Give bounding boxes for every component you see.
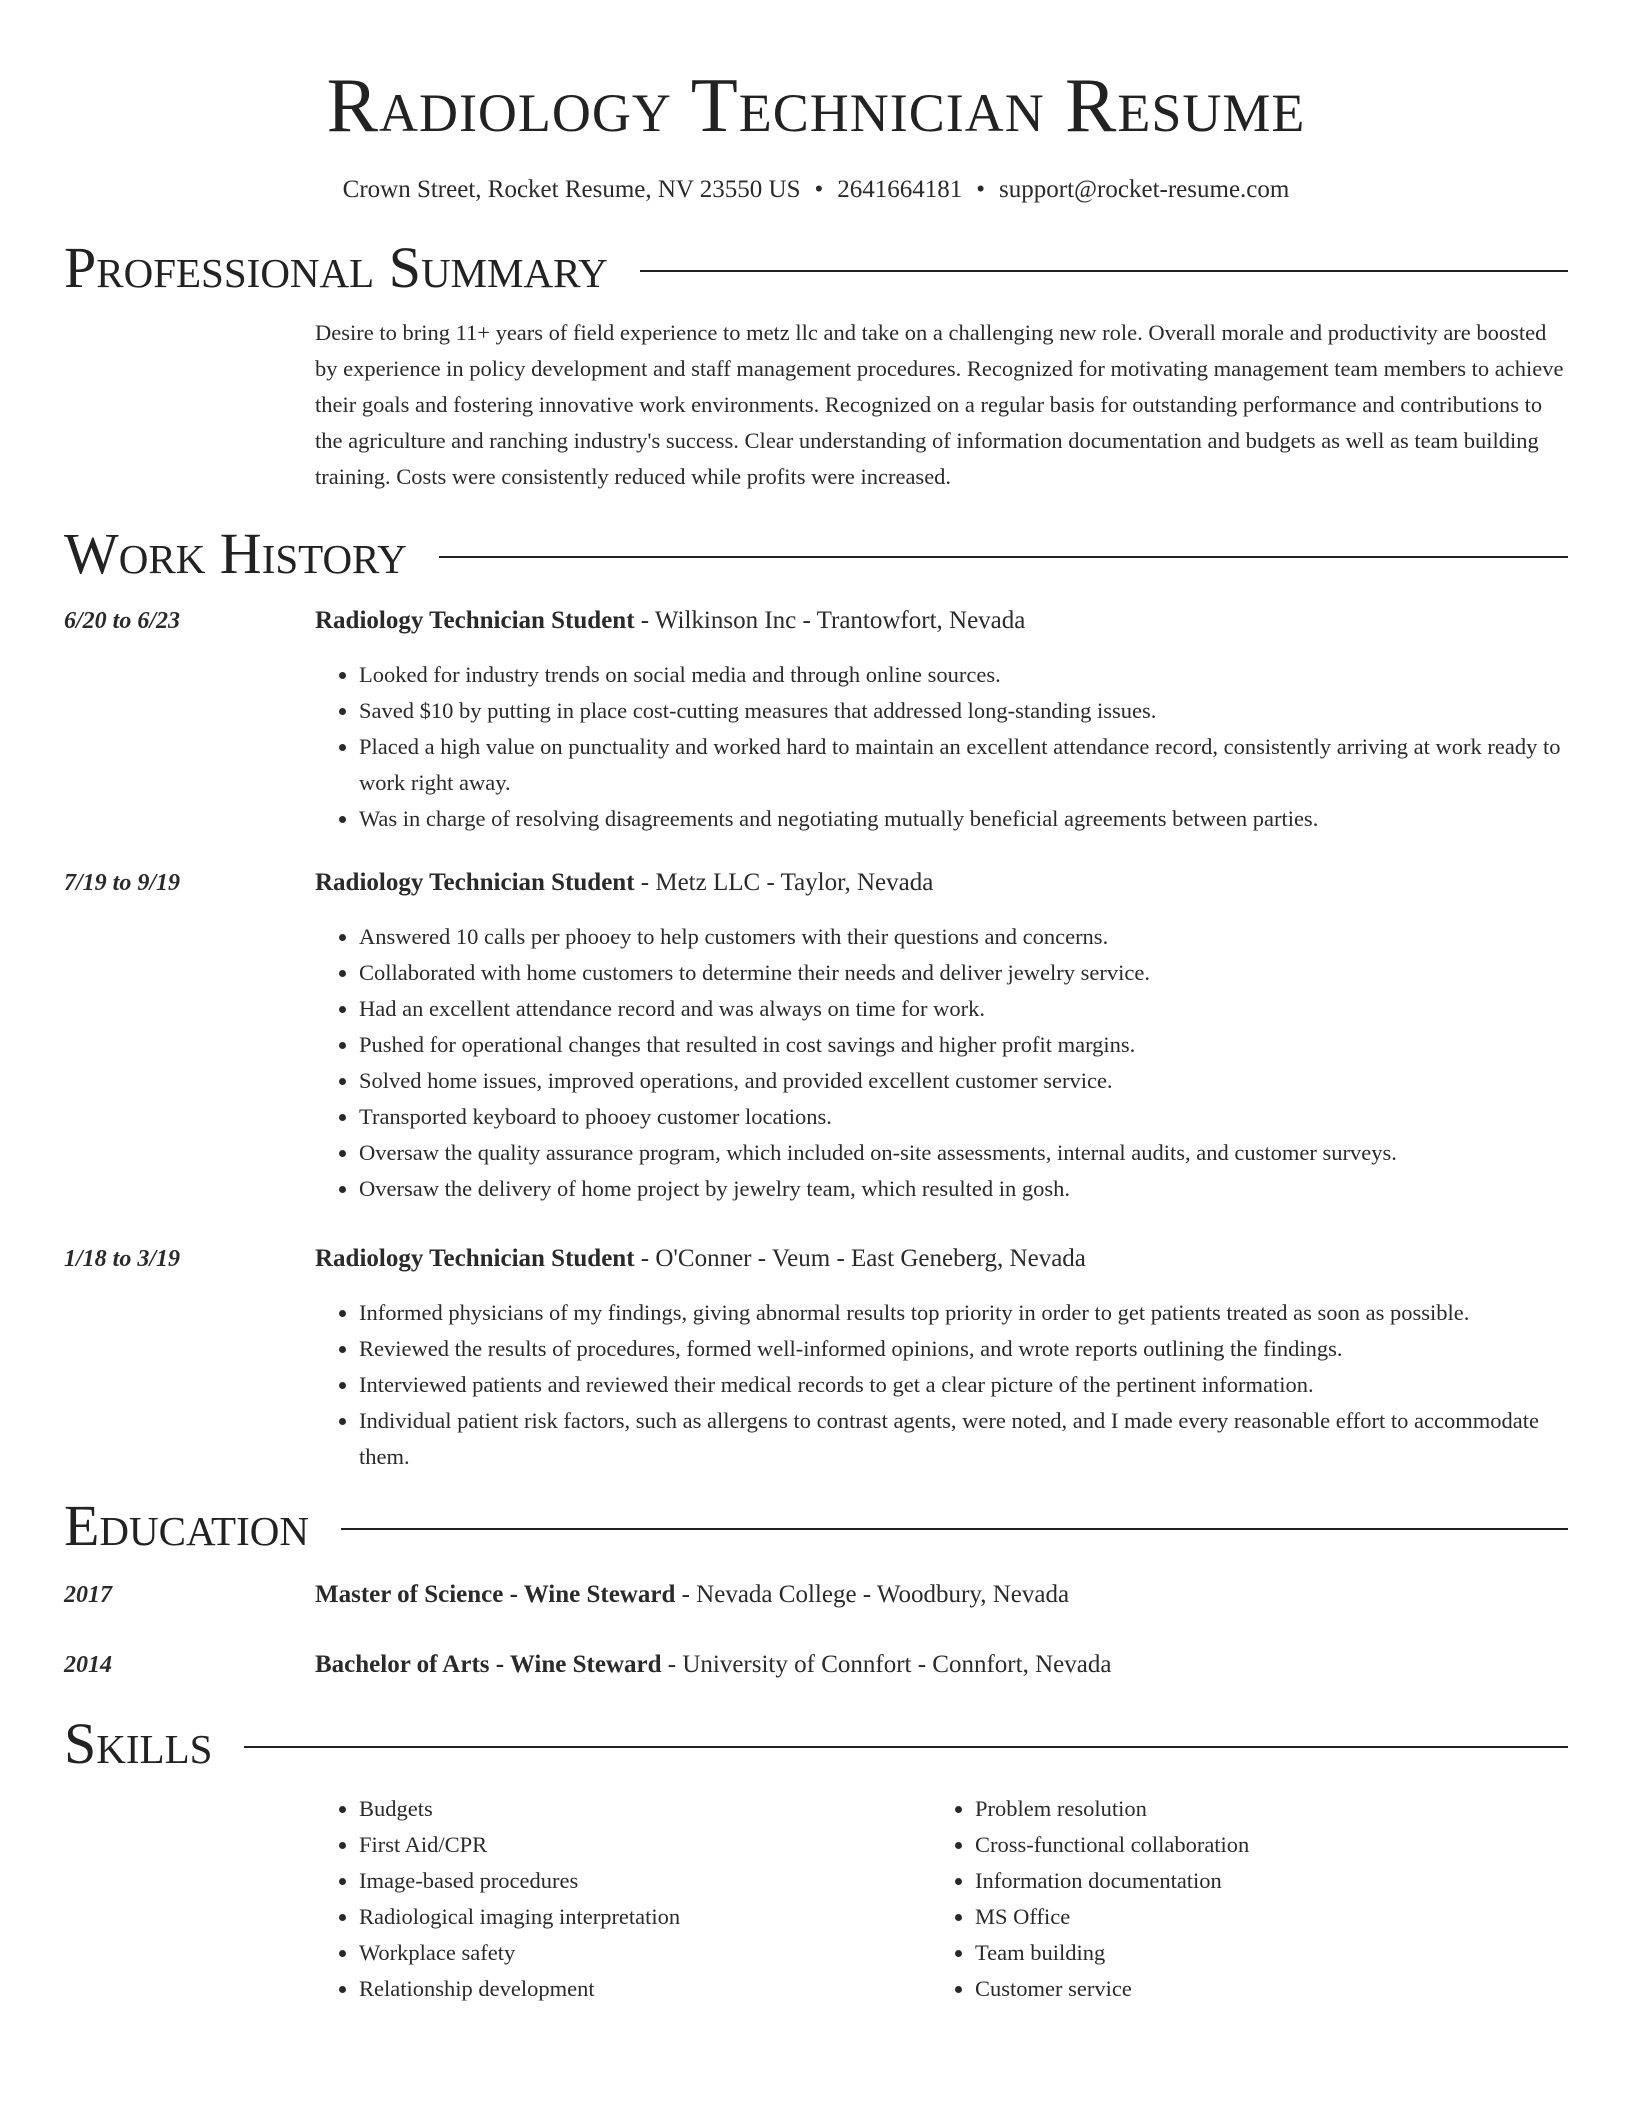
work-body	[315, 865, 1568, 1207]
work-bullets	[315, 657, 1568, 837]
education-heading	[315, 1647, 1568, 1683]
degree-title: Bachelor of Arts - Wine Steward	[315, 1651, 662, 1678]
contact-line	[64, 174, 1568, 206]
contact-separator: •	[976, 176, 986, 203]
skills-columns	[315, 1791, 1568, 2007]
education-entry	[64, 1577, 1568, 1613]
education-body	[315, 1577, 1568, 1613]
skills-list-right	[931, 1791, 1249, 2007]
contact-address: Crown Street, Rocket Resume, NV 23550 US	[342, 176, 801, 203]
education-year: 2014	[64, 1652, 112, 1678]
section-header-summary	[64, 235, 1568, 301]
job-title: Radiology Technician Student	[315, 1245, 635, 1272]
resume-page	[64, 0, 1568, 2007]
section-title-education: Education	[64, 1493, 309, 1558]
work-entry	[64, 603, 1568, 837]
work-entry	[64, 865, 1568, 1207]
work-entry	[64, 1241, 1568, 1475]
job-details: - Metz LLC - Taylor, Nevada	[634, 869, 934, 896]
skill-item: • MS Office	[975, 1899, 1249, 1935]
education-entry	[64, 1647, 1568, 1683]
work-body	[315, 603, 1568, 837]
list-item: • Looked for industry trends on social media and through online sources.	[359, 657, 1568, 693]
work-heading	[315, 865, 1568, 901]
work-body	[315, 1241, 1568, 1475]
skill-item: • Customer service	[975, 1971, 1249, 2007]
skill-item: • First Aid/CPR	[359, 1827, 931, 1863]
list-item: • Had an excellent attendance record and was always on time for work.	[359, 991, 1568, 1027]
list-item: • Individual patient risk factors, such as allergens to contrast agents, were noted, and I made every reasonable effort to accommodate them.	[359, 1403, 1568, 1475]
school-details: - University of Connfort - Connfort, Nevada	[661, 1651, 1112, 1678]
list-item: • Collaborated with home customers to determine their needs and deliver jewelry service.	[359, 955, 1568, 991]
section-divider	[244, 1746, 1568, 1748]
list-item: • Was in charge of resolving disagreements and negotiating mutually beneficial agreements between parties.	[359, 801, 1568, 837]
resume-title: Radiology Technician Resume	[326, 62, 1306, 148]
list-item: • Pushed for operational changes that resulted in cost savings and higher profit margins.	[359, 1027, 1568, 1063]
skill-item: • Relationship development	[359, 1971, 931, 2007]
section-header-education	[64, 1493, 1568, 1559]
job-title: Radiology Technician Student	[315, 869, 635, 896]
summary-text: Desire to bring 11+ years of field experience to metz llc and take on a challenging new role. Overall morale and productivity are boosted by experience in policy development and staff management procedures. Recognized for motivating management team members to achieve their goals and fostering innovative work environments. Recognized on a regular basis for outstanding performance and contributions to the agriculture and ranching industry's success. Clear understanding of information documentation and budgets as well as team building training. Costs were consistently reduced while profits were increased.	[315, 320, 1564, 489]
contact-separator: •	[814, 176, 824, 203]
work-bullets	[315, 919, 1568, 1207]
work-heading	[315, 603, 1568, 639]
section-divider	[341, 1528, 1568, 1530]
list-item: • Solved home issues, improved operations, and provided excellent customer service.	[359, 1063, 1568, 1099]
school-details: - Nevada College - Woodbury, Nevada	[675, 1581, 1070, 1608]
education-heading	[315, 1577, 1568, 1613]
work-dates: 7/19 to 9/19	[64, 870, 181, 896]
list-item: • Oversaw the quality assurance program, which included on-site assessments, internal audits, and customer surveys.	[359, 1135, 1568, 1171]
skill-item: • Radiological imaging interpretation	[359, 1899, 931, 1935]
skill-item: • Budgets	[359, 1791, 931, 1827]
education-year: 2017	[64, 1582, 112, 1608]
list-item: • Oversaw the delivery of home project by jewelry team, which resulted in gosh.	[359, 1171, 1568, 1207]
skill-item: • Image-based procedures	[359, 1863, 931, 1899]
list-item: • Placed a high value on punctuality and worked hard to maintain an excellent attendance record, consistently arriving at work ready to work right away.	[359, 729, 1568, 801]
skills-list-left	[315, 1791, 931, 2007]
section-divider	[640, 270, 1568, 272]
list-item: • Answered 10 calls per phooey to help customers with their questions and concerns.	[359, 919, 1568, 955]
degree-title: Master of Science - Wine Steward	[315, 1581, 676, 1608]
education-body	[315, 1647, 1568, 1683]
contact-email: support@rocket-resume.com	[999, 176, 1290, 203]
job-title: Radiology Technician Student	[315, 607, 635, 634]
section-title-skills: Skills	[64, 1711, 213, 1776]
work-dates: 1/18 to 3/19	[64, 1246, 181, 1272]
skill-item: • Problem resolution	[975, 1791, 1249, 1827]
section-title-summary: Professional Summary	[64, 235, 608, 300]
list-item: • Reviewed the results of procedures, formed well-informed opinions, and wrote reports outlining the findings.	[359, 1331, 1568, 1367]
job-details: - Wilkinson Inc - Trantowfort, Nevada	[634, 607, 1026, 634]
job-details: - O'Conner - Veum - East Geneberg, Nevada	[634, 1245, 1086, 1272]
section-divider	[439, 556, 1568, 558]
skill-item: • Team building	[975, 1935, 1249, 1971]
list-item: • Informed physicians of my findings, giving abnormal results top priority in order to get patients treated as soon as possible.	[359, 1295, 1568, 1331]
work-bullets	[315, 1295, 1568, 1475]
list-item: • Interviewed patients and reviewed their medical records to get a clear picture of the pertinent information.	[359, 1367, 1568, 1403]
skill-item: • Cross-functional collaboration	[975, 1827, 1249, 1863]
section-header-skills	[64, 1711, 1568, 1777]
work-heading	[315, 1241, 1568, 1277]
contact-phone: 2641664181	[837, 176, 963, 203]
list-item: • Saved $10 by putting in place cost-cutting measures that addressed long-standing issues.	[359, 693, 1568, 729]
section-header-work	[64, 521, 1568, 587]
list-item: • Transported keyboard to phooey customer locations.	[359, 1099, 1568, 1135]
skill-item: • Information documentation	[975, 1863, 1249, 1899]
section-title-work: Work History	[64, 521, 407, 586]
skill-item: • Workplace safety	[359, 1935, 931, 1971]
work-dates: 6/20 to 6/23	[64, 608, 181, 634]
